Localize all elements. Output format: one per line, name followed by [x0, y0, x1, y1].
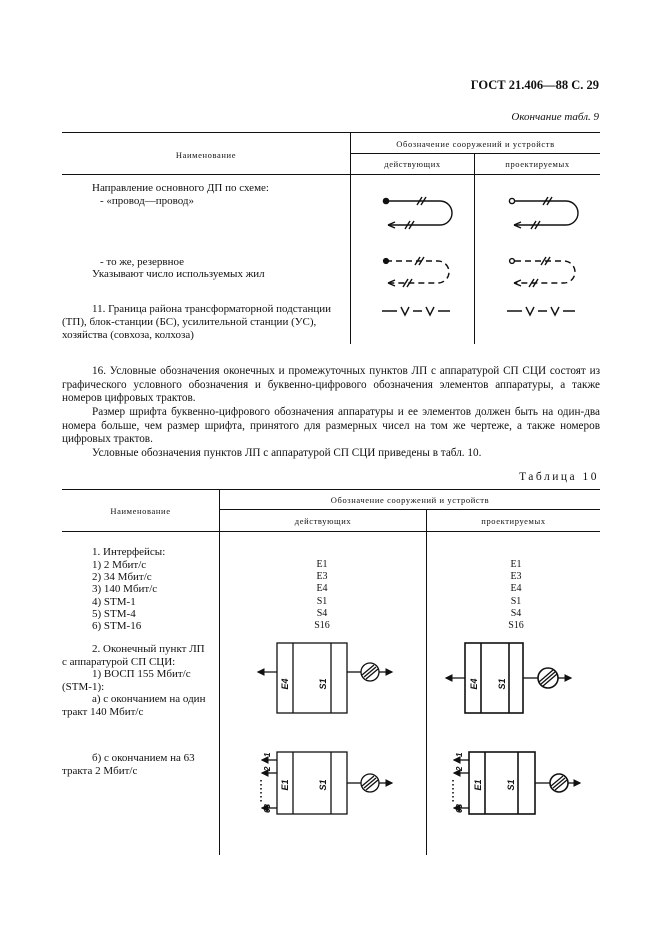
- label-n2-existing: 2: [263, 766, 272, 771]
- interface-name: 3) 140 Мбит/с: [92, 583, 158, 596]
- table9-continuation: Окончание табл. 9: [511, 111, 599, 123]
- label-n1-planned: 1: [455, 752, 464, 757]
- terminal-line-1: 2. Оконечный пункт ЛП: [92, 643, 205, 655]
- label-e4-planned: E4: [469, 678, 479, 690]
- paragraph-table-ref: Условные обозначения пунктов ЛП с аппаратурой СП СЦИ приведены в табл. 10.: [92, 447, 482, 459]
- interface-name: 2) 34 Мбит/с: [92, 571, 152, 584]
- label-n63-planned: 63: [455, 804, 464, 813]
- label-e1-planned-b: E1: [473, 779, 483, 791]
- paragraph-font-size: Размер шрифта буквенно-цифрового обозначения аппаратуры и ее элементов должен быть на один-два номера больше, чем размер шрифта, принятого для размерных чисел на том же чертеже, а также номеров цифровых трактов.: [62, 406, 600, 446]
- diagram-a-existing: [258, 643, 392, 713]
- interfaces-title: 1. Интерфейсы:: [92, 546, 166, 558]
- interface-name: 5) STM-4: [92, 607, 136, 620]
- paragraph-16: 16. Условные обозначения оконечных и промежуточных пунктов ЛП с аппаратурой СП СЦИ состоят из графического условного обозначения и буквенно-цифрового обозначения элементов аппаратуры, а также номеров цифровых трактов.: [62, 365, 600, 405]
- table9-col-existing: действующих: [384, 159, 441, 169]
- table10-col-name: Наименование: [110, 506, 171, 516]
- label-s1-existing-b: S1: [318, 779, 328, 791]
- table10-caption: Таблица 10: [519, 471, 599, 483]
- table10-col-planned: проектируемых: [481, 516, 546, 526]
- table9-row3-line1: 11. Граница района трансформаторной подстанции: [92, 303, 331, 315]
- label-n63-existing: 63: [263, 804, 272, 813]
- interface-code: E3: [316, 571, 328, 583]
- interface-code: E4: [510, 583, 522, 595]
- page-header: ГОСТ 21.406—88 С. 29: [470, 78, 599, 92]
- interface-name: 1) 2 Мбит/с: [92, 559, 147, 571]
- terminal-line-4: (STM-1):: [62, 681, 105, 693]
- table9-row1-line2: - «провод—провод»: [100, 195, 194, 207]
- table10-col-existing: действующих: [294, 516, 352, 526]
- table9-col-group: Обозначение сооружений и устройств: [396, 139, 555, 149]
- table9-row1-line1: Направление основного ДП по схеме:: [92, 182, 269, 194]
- interface-code: E3: [510, 571, 522, 583]
- table9-row3-line3: хозяйства (совхоза, колхоза): [62, 329, 194, 341]
- table9-row2-line1: - то же, резервное: [100, 256, 185, 268]
- interface-name: 6) STM-16: [92, 620, 142, 633]
- interface-code: E1: [316, 559, 328, 570]
- interface-name: 4) STM-1: [92, 595, 136, 608]
- label-s1-planned-b: S1: [506, 779, 516, 791]
- label-n1-existing: 1: [263, 752, 272, 757]
- table9-row3-line2: (ТП), блок-станции (БС), усилительной станции (УС),: [62, 316, 317, 328]
- label-e1-existing-b: E1: [280, 779, 290, 791]
- label-e4-existing: E4: [280, 678, 290, 690]
- terminal-line-3: 1) ВОСП 155 Мбит/с: [92, 668, 191, 680]
- label-n2-planned: 2: [455, 766, 464, 771]
- label-s1-planned: S1: [497, 678, 507, 690]
- interface-code: S4: [316, 607, 328, 619]
- option-b-line-2: тракта 2 Мбит/с: [62, 765, 138, 777]
- interface-code: E4: [316, 583, 328, 595]
- terminal-line-6: тракт 140 Мбит/с: [62, 706, 144, 718]
- table9-row2-line2: Указывают число используемых жил: [92, 268, 265, 280]
- interface-code: S1: [316, 595, 328, 607]
- table9-col-name: Наименование: [175, 150, 237, 160]
- interface-code: E1: [510, 559, 522, 570]
- table9-col-planned: проектируемых: [505, 159, 570, 169]
- interface-code: S16: [314, 620, 330, 632]
- diagram-a-planned: [446, 643, 571, 713]
- table10-col-group: Обозначение сооружений и устройств: [330, 495, 490, 505]
- interface-code: S16: [508, 620, 524, 632]
- terminal-line-5: а) с окончанием на один: [92, 693, 206, 705]
- option-b-line-1: б) с окончанием на 63: [92, 752, 195, 764]
- interface-code: S4: [510, 607, 522, 619]
- label-s1-existing: S1: [318, 678, 328, 690]
- terminal-line-2: с аппаратурой СП СЦИ:: [62, 656, 176, 668]
- interface-code: S1: [510, 595, 522, 607]
